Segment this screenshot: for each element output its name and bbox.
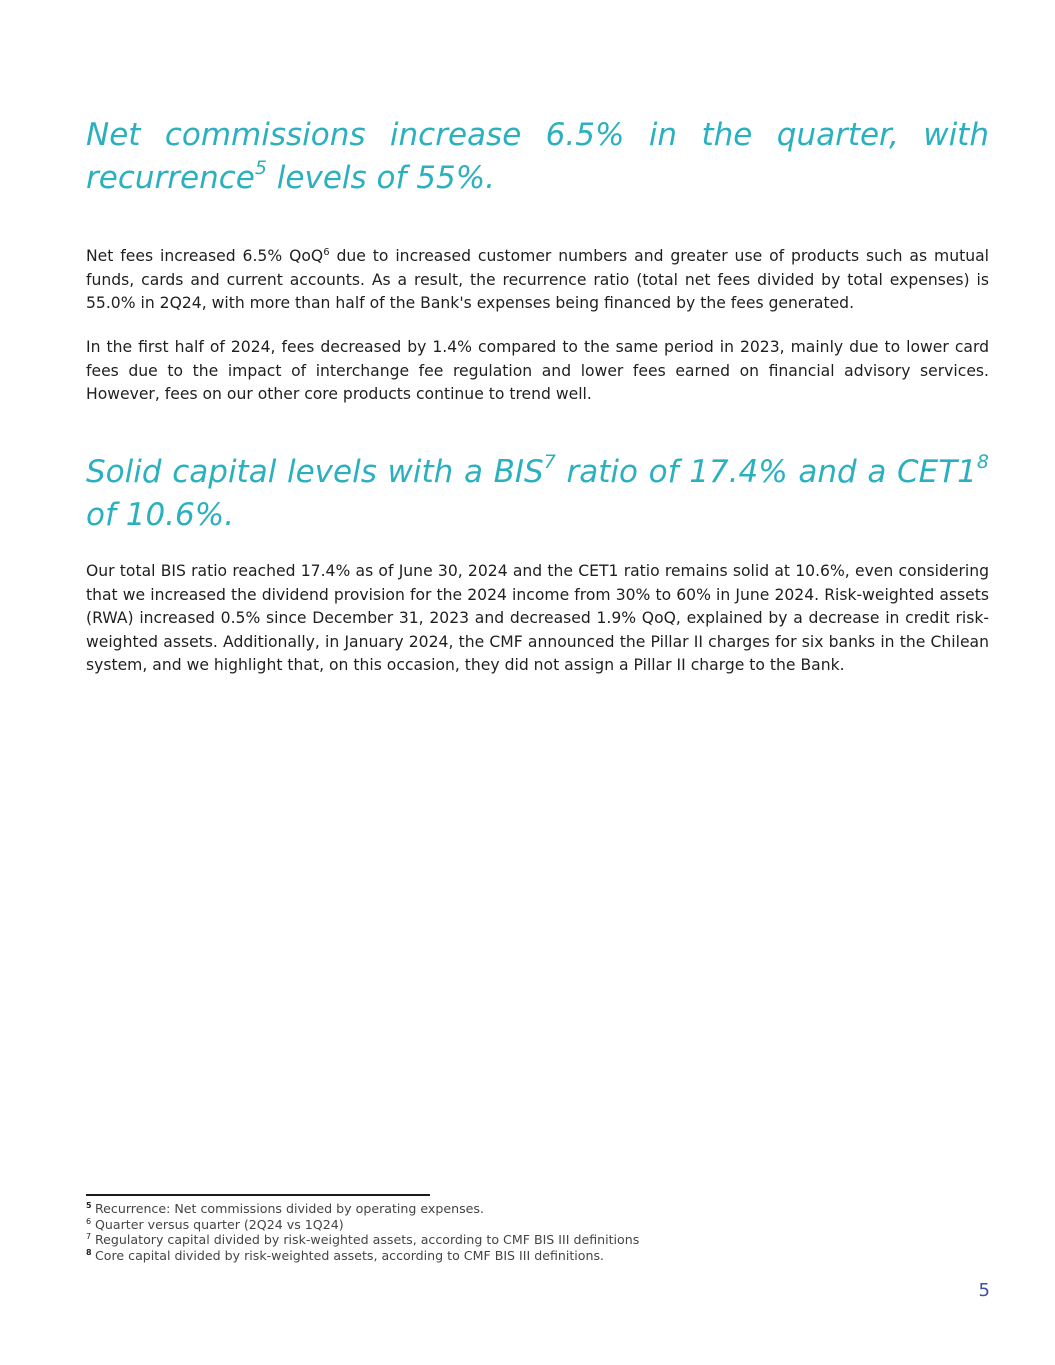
paragraph-capital-ratios: Our total BIS ratio reached 17.4% as of June 30, 2024 and the CET1 ratio remains solid at 10.6%, even considering that we increased the dividend provision for the 2024 income from 30% to 60% in June 2024. Risk-weighted assets (RWA) increased 0.5% since December 31, 2023 and decreased 1.9% QoQ, explained by a decrease in credit risk-weighted assets. Additionally, in January 2024, the CMF announced the Pillar II charges for six banks in the Chilean system, and we highlight that, on this occasion, they did not assign a Pillar II charge to the Bank. xyxy=(86,562,989,674)
footnote-8 xyxy=(86,1248,786,1264)
footnote-text: Quarter versus quarter (2Q24 vs 1Q24) xyxy=(95,1216,344,1232)
footnote-text: Recurrence: Net commissions divided by operating expenses. xyxy=(95,1201,484,1216)
heading-text: levels of 55%. xyxy=(266,160,496,196)
page-number: 5 xyxy=(978,1280,990,1301)
paragraph-net-fees xyxy=(86,245,989,316)
heading-text: of 10.6%. xyxy=(86,497,235,533)
footnote-ref-6[interactable]: 6 xyxy=(323,246,330,258)
footnote-ref-5[interactable]: 5 xyxy=(254,156,267,179)
heading-text: ratio of 17.4% and a CET1 xyxy=(555,454,977,490)
footnote-5 xyxy=(86,1201,786,1217)
section-heading-commissions xyxy=(86,114,989,200)
footnote-ref-8[interactable]: 8 xyxy=(976,450,989,473)
footnote-text: Core capital divided by risk-weighted assets, according to CMF BIS III definitions. xyxy=(95,1247,605,1263)
footnotes xyxy=(86,1201,786,1263)
paragraph-first-half-fees: In the first half of 2024, fees decreased by 1.4% compared to the same period in 2023, mainly due to lower card fees due to the impact of interchange fee regulation and lower fees earned on financial advisory services. However, fees on our other core products continue to trend well. xyxy=(86,338,989,403)
footnote-6 xyxy=(86,1217,786,1233)
footnote-text: Regulatory capital divided by risk-weighted assets, according to CMF BIS III definitions xyxy=(95,1232,640,1247)
footnote-number: 5 xyxy=(86,1201,92,1210)
heading-text: Solid capital levels with a BIS xyxy=(86,454,544,490)
paragraph-text: due to increased customer numbers and greater use of products such as mutual funds, cards and current accounts. As a result, the recurrence ratio (total net fees divided by total expenses) is 55.0% in 2Q24, with more than half of the Bank's expenses being financed by the fees generated. xyxy=(86,247,989,312)
paragraph-text: Net fees increased 6.5% QoQ xyxy=(86,247,324,265)
heading-text: Net commissions increase 6.5% in the quarter, with recurrence xyxy=(86,117,989,196)
footnote-number: 7 xyxy=(86,1232,92,1241)
footnote-divider xyxy=(86,1194,430,1196)
footnote-ref-7[interactable]: 7 xyxy=(543,450,556,473)
footnote-number: 8 xyxy=(86,1247,92,1257)
footnote-7 xyxy=(86,1232,786,1248)
footnote-number: 6 xyxy=(86,1216,92,1226)
section-heading-capital xyxy=(86,451,989,537)
